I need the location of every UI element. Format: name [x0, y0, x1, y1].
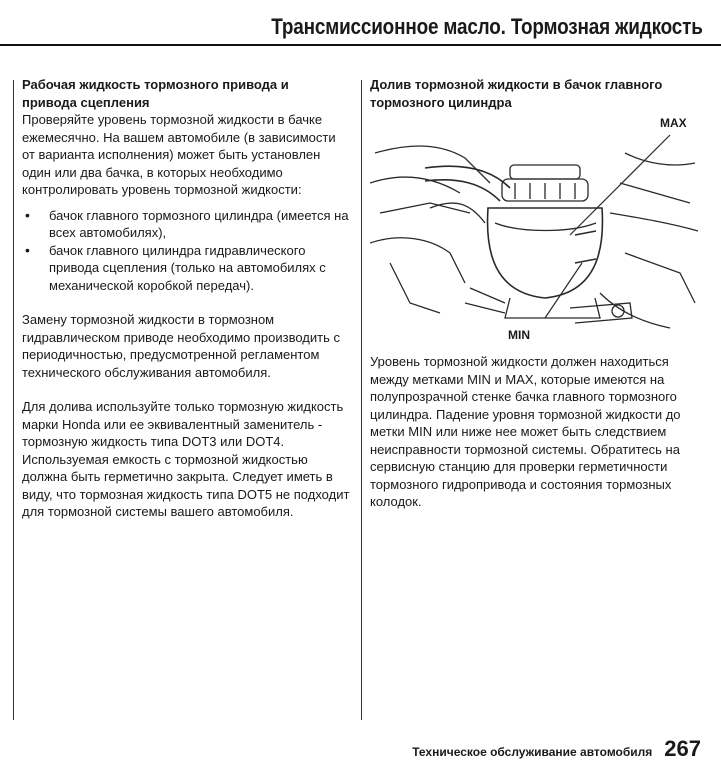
list-item: • бачок главного тормозного цилиндра (имеется на всех автомобилях), — [22, 207, 352, 242]
reservoir-drawing — [370, 113, 700, 345]
left-column — [22, 76, 352, 538]
left-paragraph-topup: Для долива используйте только тормозную жидкость марки Honda или ее эквивалентный заменитель - тормозную жидкость типа DOT3 или DOT4. Используемая емкость с тормозной жидкостью должна быть герметично закрыта. Следует иметь в виду, что тормозная жидкость типа DOT5 не подходит для тормозной системы вашего автомобиля. — [22, 399, 350, 519]
reservoir-list — [22, 207, 352, 295]
page-footer — [412, 736, 701, 762]
right-heading-line-1: Долив тормозной жидкости в бачок главного — [370, 77, 663, 92]
left-column-rule — [13, 80, 14, 720]
right-paragraph-level: Уровень тормозной жидкости должен находиться между метками MIN и MAX, которые имеются на полупрозрачной стенке бачка главного тормозного цилиндра. Падение уровня тормозной жидкости до метки MIN или ниже нее может быть следствием неисправности тормозной системы. Обратитесь на сервисную станцию для проверки герметичности тормозного гидропривода и состояния тормозных колодок. — [370, 354, 681, 509]
max-label: MAX — [660, 116, 687, 130]
page-title: Трансмиссионное масло. Тормозная жидкость — [271, 14, 703, 39]
left-section-heading — [22, 76, 352, 111]
middle-column-rule — [361, 80, 362, 720]
brake-reservoir-illustration — [370, 113, 700, 345]
right-section-heading — [370, 76, 700, 111]
footer-section-title: Техническое обслуживание автомобиля — [412, 745, 653, 759]
page-number: 267 — [664, 736, 701, 761]
left-intro-paragraph: Проверяйте уровень тормозной жидкости в бачке ежемесячно. На вашем автомобиле (в зависимости от варианта исполнения) может быть установлен один или два бачка, в которых необходимо контролировать уровень тормозной жидкости: — [22, 112, 336, 197]
list-item: • бачок главного цилиндра гидравлического привода сцепления (только на автомобилях с механической коробкой передач). — [22, 242, 352, 295]
left-heading-line-2: привода сцепления — [22, 94, 150, 110]
right-column — [370, 76, 700, 528]
min-label: MIN — [508, 328, 530, 342]
header-rule — [0, 44, 721, 46]
left-paragraph-replacement: Замену тормозной жидкости в тормозном гидравлическом приводе необходимо производить с периодичностью, предусмотренной регламентом технического обслуживания автомобиля. — [22, 312, 340, 380]
left-heading-line-1: Рабочая жидкость тормозного привода и — [22, 77, 289, 92]
right-heading-line-2: тормозного цилиндра — [370, 94, 512, 110]
